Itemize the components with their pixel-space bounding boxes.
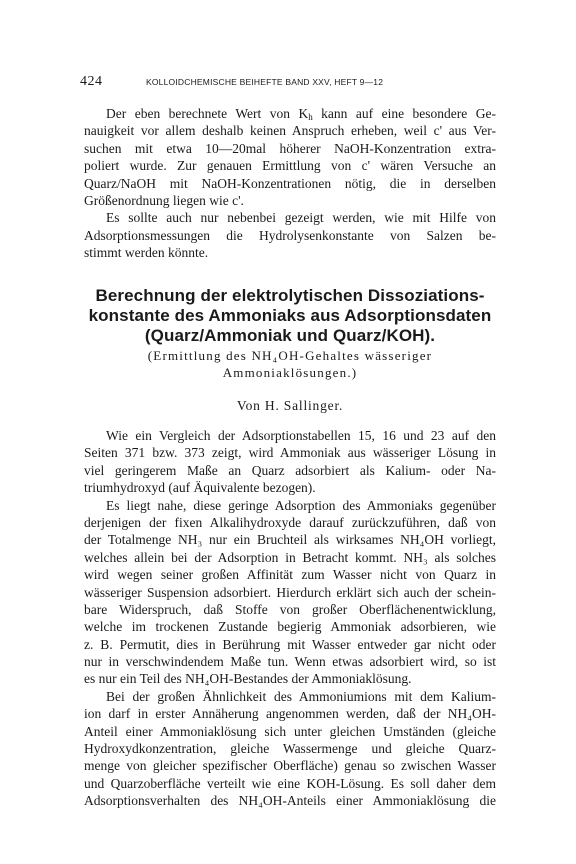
text-line: Adsorptionsverhalten des NH₄OH-Anteils einer Ammoniaklösung die [84,793,496,809]
text-line: der Totalmenge NH₃ nur ein Bruchteil als wirksames NH₄OH vorliegt, [84,532,496,548]
running-head: KOLLOIDCHEMISCHE BEIHEFTE BAND XXV, HEFT 9—12 [146,77,384,87]
body-text [84,427,496,810]
text-line: wird wegen seiner großen Affinität zum Wasser nicht von Quarz in [84,567,496,583]
text-line: Quarz/NaOH mit NaOH-Konzentrationen nötig, die in derselben [84,175,496,191]
page-header [80,76,496,92]
text-line: welches allein bei der Adsorption in Betracht kommt. NH₃ als solches [84,549,496,565]
text-line: Wie ein Vergleich der Adsorptionstabellen 15, 16 und 23 auf den [106,428,496,443]
author-byline: Von H. Sallinger. [236,398,344,413]
text-line: triumhydroxyd (auf Äquivalente bezogen). [84,480,316,496]
text-line: nauigkeit vor allem deshalb keinen Anspruch erheben, weil c' aus Ver- [84,123,496,139]
text-line: Größenordnung liegen wie c'. [84,192,244,208]
text-line: Adsorptionsmessungen die Hydrolysenkonstante von Salzen be- [84,227,496,243]
text-line: wässeriger Suspension adsorbiert. Hierdurch erklärt sich auch der schein- [84,584,496,600]
text-line: menge von gleicher spezifischer Oberfläche) genau so zwischen Wasser [84,758,496,774]
text-line: Anteil einer Ammoniaklösung sich unter gleichen Umständen (gleiche [84,723,496,739]
heading-line: Berechnung der elektrolytischen Dissoziations- [95,286,485,305]
text-line: Es sollte auch nur nebenbei gezeigt werden, wie mit Hilfe von [106,210,496,226]
text-line: es nur ein Teil des NH₄OH-Bestandes der Ammoniaklösung. [84,671,412,687]
section-heading [84,286,496,346]
subtitle-line: Ammoniaklösungen.) [222,365,358,380]
text-line: nur in verschwindendem Maße tun. Wenn etwas adsorbiert wird, so ist [84,654,496,670]
text-line: poliert wurde. Zur genauen Ermittlung von c' wären Versuche an [84,158,496,174]
intro-paragraph [84,105,496,262]
text-line: Es liegt nahe, diese geringe Adsorption des Ammoniaks gegenüber [106,497,496,513]
text-line: bare Widerspruch, daß Stoffe von großer Oberflächenentwicklung, [84,601,496,617]
text-line: stimmt werden könnte. [84,245,209,261]
text-line: suchen mit etwa 10—20mal höherer NaOH-Konzentration extra- [84,140,496,156]
heading-line: (Quarz/Ammoniak und Quarz/KOH). [144,326,436,345]
page-number: 424 [80,74,103,89]
text-line: viel geringerem Maße an Quarz adsorbiert als Kalium- oder Na- [84,462,496,478]
text-line: ion darf in erster Annäherung angenommen werden, daß der NH₄OH- [84,706,496,722]
text-line: und Quarzoberfläche verteilt wie eine KOH-Lösung. Es soll daher dem [84,775,496,791]
heading-line: konstante des Ammoniaks aus Adsorptionsdaten [88,306,492,325]
text-line: Seiten 371 bzw. 373 zeigt, wird Ammoniak aus wässeriger Lösung in [84,445,496,461]
text-line: Der eben berechnete Wert von $K_h$ kann auf eine besondere Ge- [106,106,496,122]
text-line: Bei der großen Ähnlichkeit des Ammoniumions mit dem Kalium- [106,688,496,704]
section-subtitle [84,347,496,381]
text-line: Hydroxydkonzentration, gleiche Wassermenge und gleiche Quarz- [84,741,496,757]
subtitle-line: (Ermittlung des NH₄OH-Gehaltes wässeriger [147,348,433,363]
text-line: welche im trockenen Zustande begierig Ammoniak adsorbieren, wie [84,619,496,635]
text-line: z. B. Permutit, dies in Berührung mit Wasser entweder gar nicht oder [84,636,496,652]
text-line: derjenigen der fixen Alkalihydroxyde darauf zurückzuführen, daß von [84,514,496,530]
